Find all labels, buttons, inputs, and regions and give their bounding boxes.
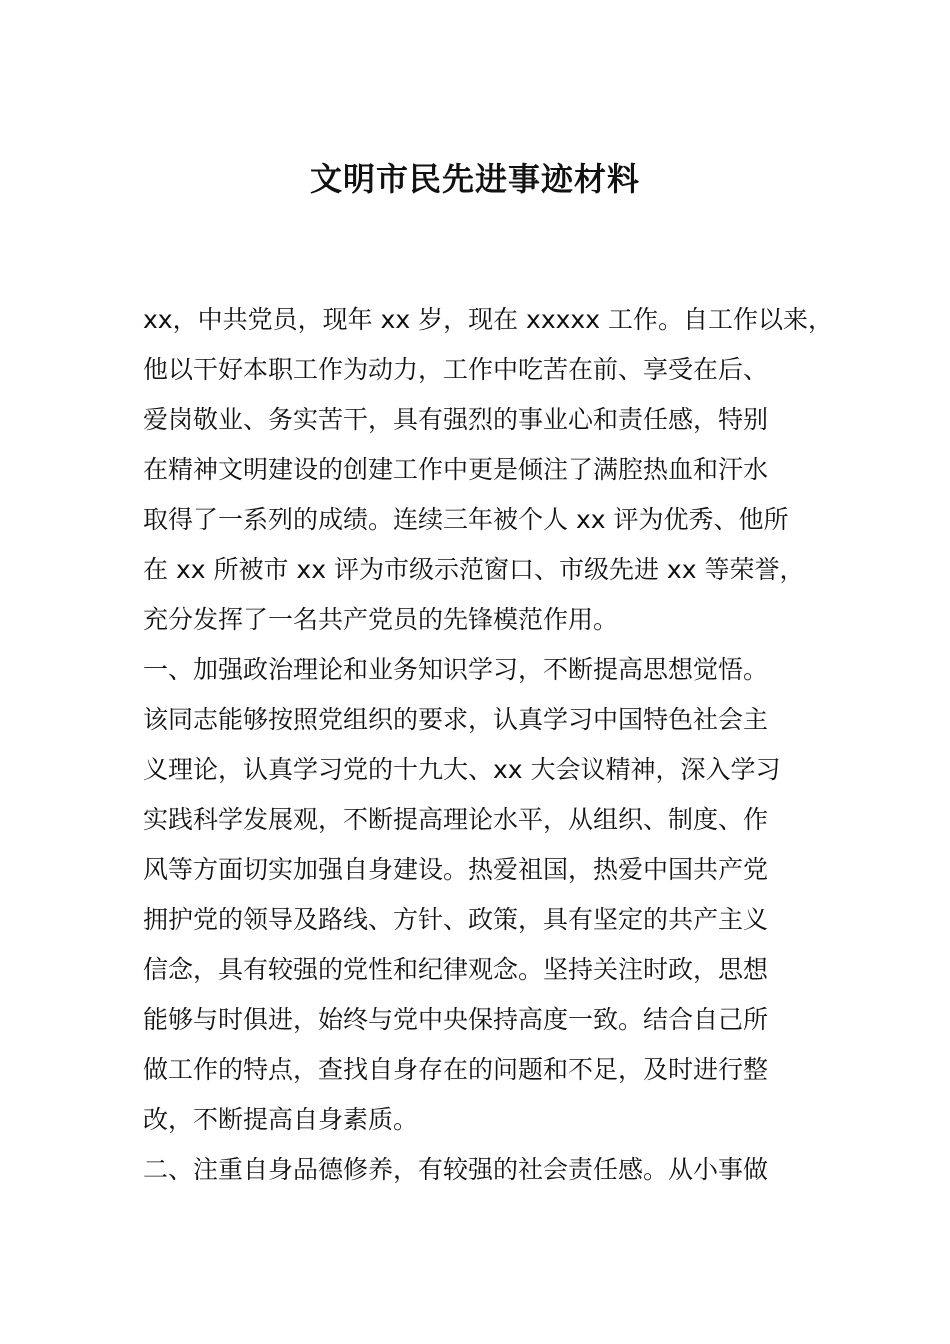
body-line: 改，不断提高自身素质。 [143, 1105, 419, 1134]
body-line: 义理论，认真学习党的十九大、xx 大会议精神，深入学习 [143, 755, 781, 784]
body-line: 在精神文明建设的创建工作中更是倾注了满腔热血和汗水 [143, 455, 769, 484]
body-line: 实践科学发展观，不断提高理论水平，从组织、制度、作 [143, 805, 769, 834]
body-line: 做工作的特点，查找自身存在的问题和不足，及时进行整 [143, 1055, 769, 1084]
body-line: 信念，具有较强的党性和纪律观念。坚持关注时政，思想 [143, 955, 769, 984]
body-line: 取得了一系列的成绩。连续三年被个人 xx 评为优秀、他所 [143, 505, 789, 534]
body-line: 风等方面切实加强自身建设。热爱祖国，热爱中国共产党 [143, 855, 769, 884]
body-line: 拥护党的领导及路线、方针、政策，具有坚定的共产主义 [143, 905, 769, 934]
body-line: 能够与时俱进，始终与党中央保持高度一致。结合自己所 [143, 1005, 769, 1034]
body-line: 该同志能够按照党组织的要求，认真学习中国特色社会主 [143, 705, 769, 734]
body-line: 爱岗敬业、务实苦干，具有强烈的事业心和责任感，特别 [143, 405, 769, 434]
body-line: 充分发挥了一名共产党员的先锋模范作用。 [143, 605, 619, 634]
section-heading-2: 二、注重自身品德修养，有较强的社会责任感。从小事做 [143, 1155, 769, 1184]
document-title: 文明市民先进事迹材料 [309, 160, 640, 198]
body-line: 他以干好本职工作为动力，工作中吃苦在前、享受在后、 [143, 355, 769, 384]
body-line: xx，中共党员，现年 xx 岁，现在 xxxxx 工作。自工作以来， [143, 305, 833, 334]
document-body [143, 295, 843, 1195]
section-heading-1: 一、加强政治理论和业务知识学习，不断提高思想觉悟。 [143, 655, 769, 684]
body-line: 在 xx 所被市 xx 评为市级示范窗口、市级先进 xx 等荣誉， [143, 555, 805, 584]
